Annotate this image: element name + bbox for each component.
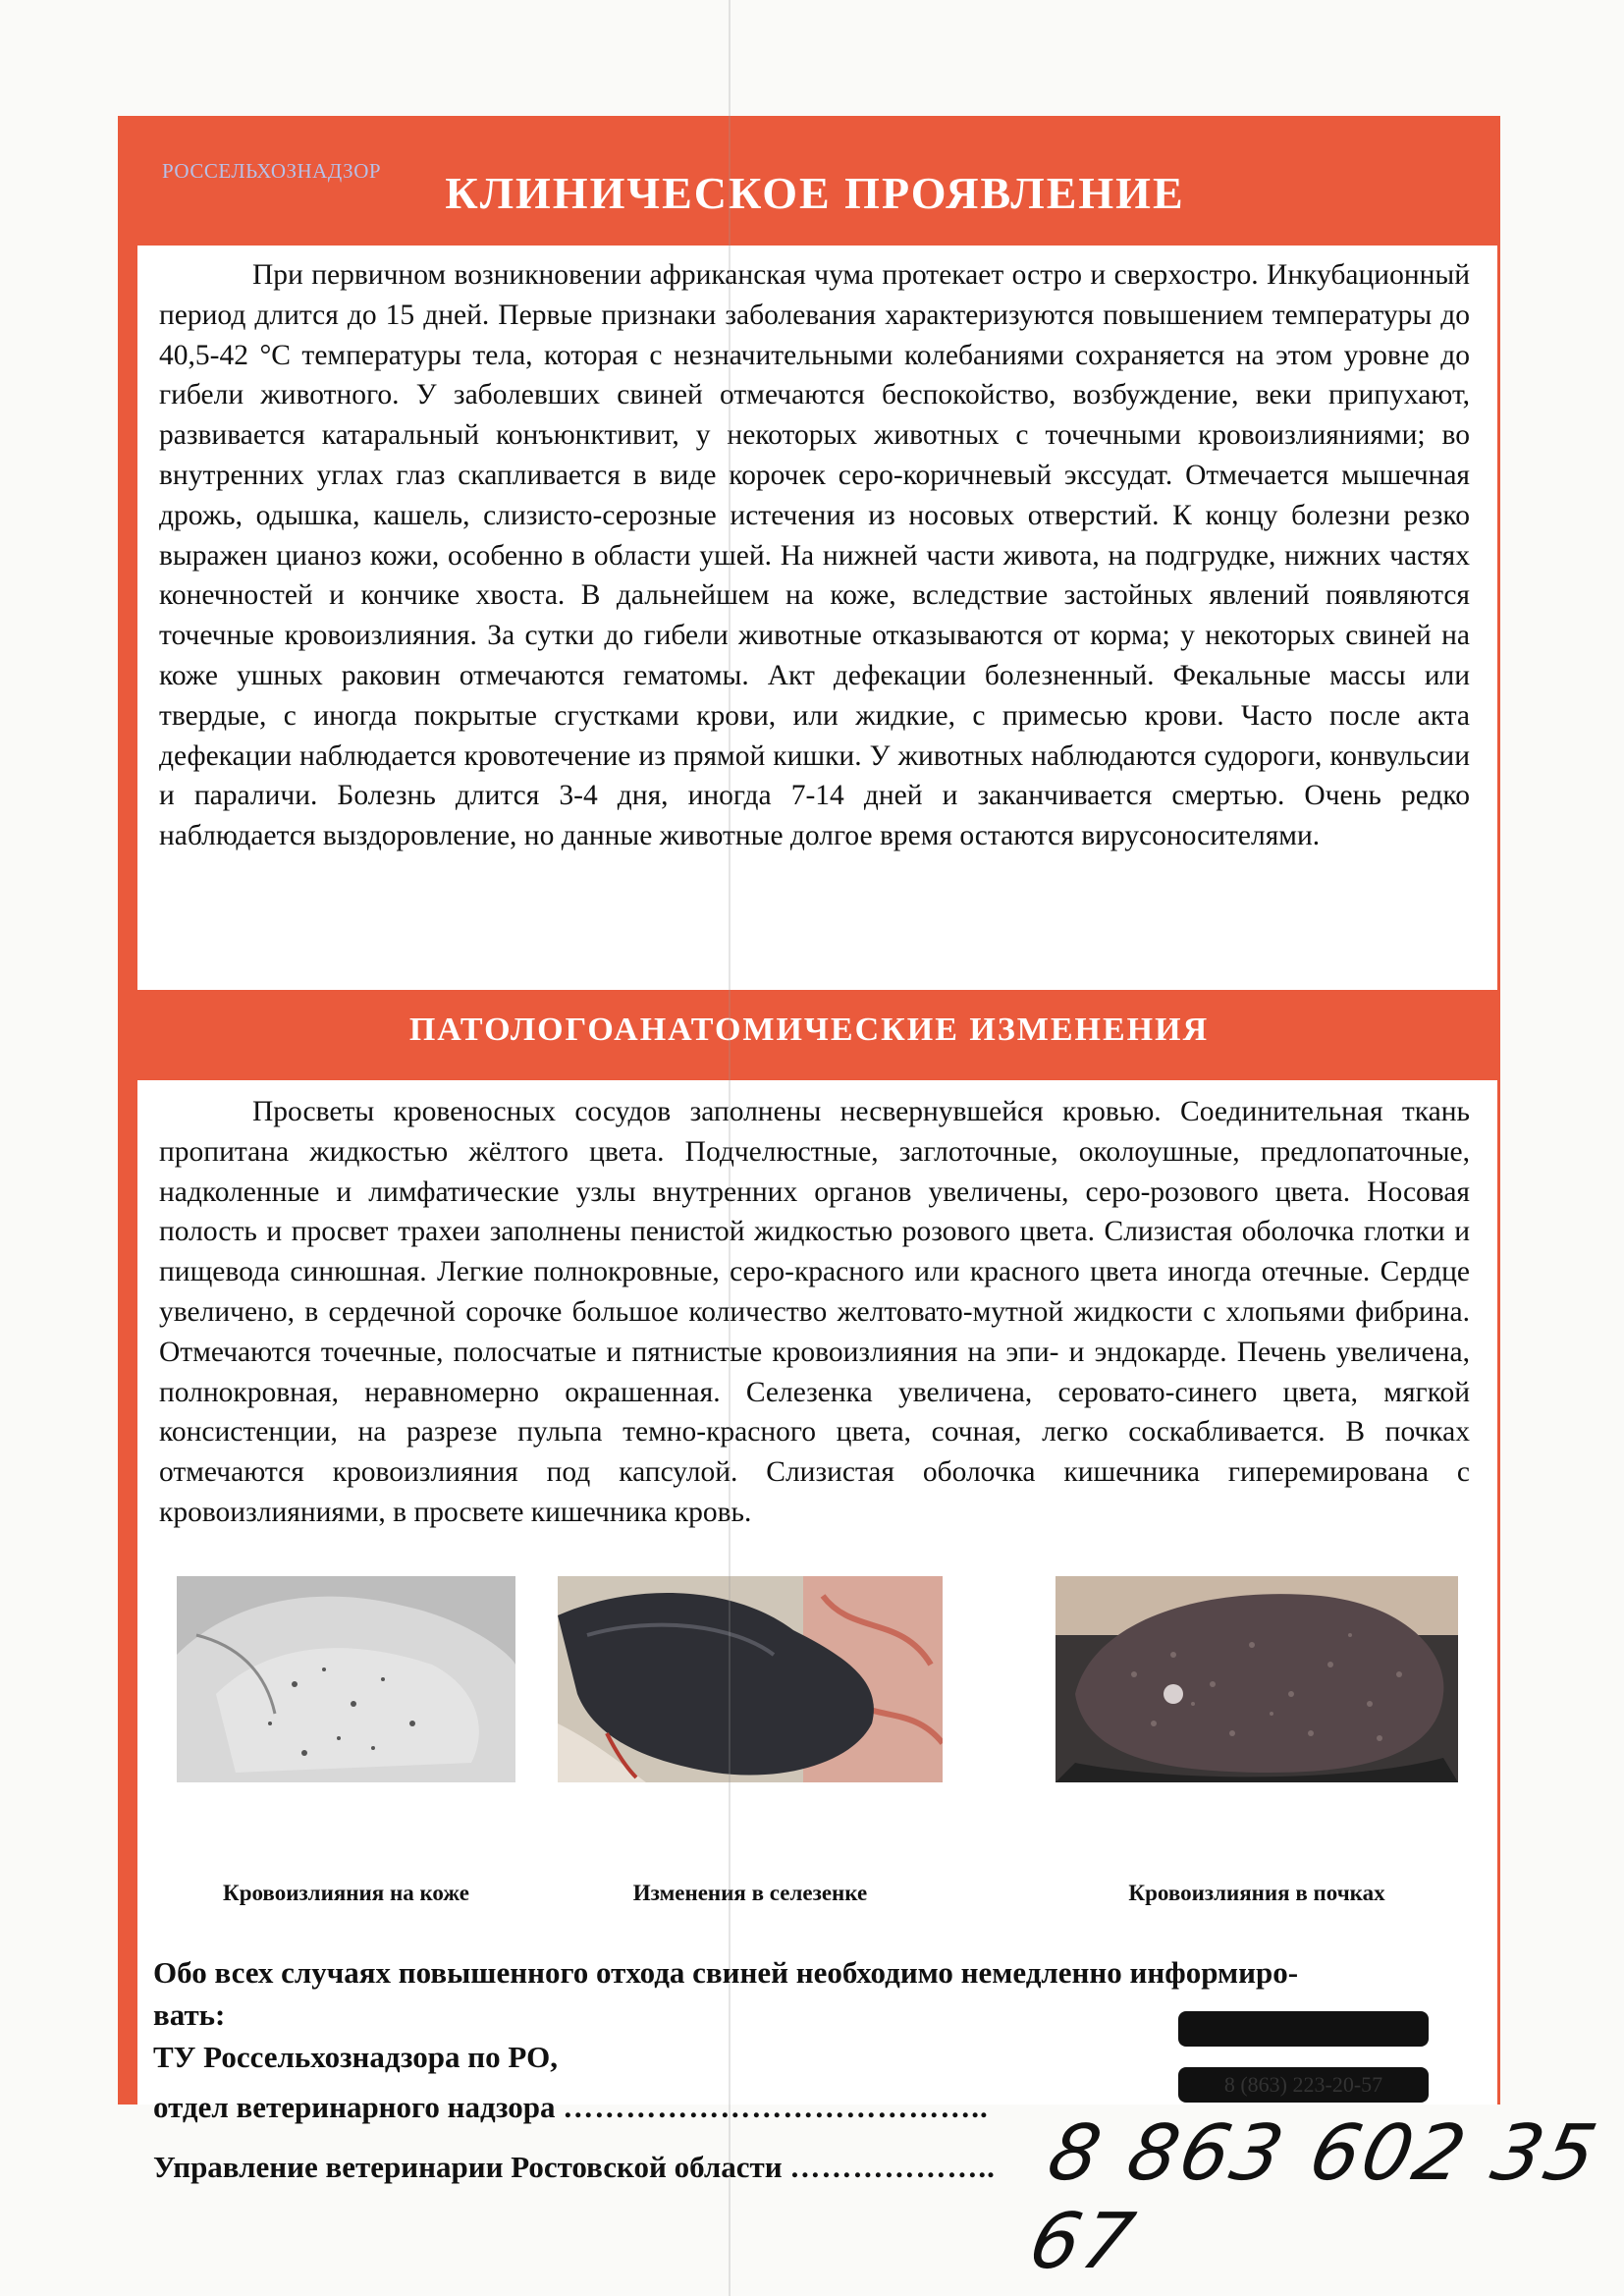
- photo-caption-spleen: Изменения в селезенке: [632, 1881, 868, 1905]
- redacted-phone-partial: 8 (863) 223-20-57: [1178, 2067, 1429, 2103]
- pathology-text: Просветы кровеносных сосудов заполнены несвернувшейся кровью. Соединительная ткань пропитана жидкостью жёлтого цвета. Подчелюстные, заглоточные, околоушные, предлопаточные, надколенные и лимфатические узлы внутренних органов увеличены, серо-розового цвета. Носовая полость и просвет трахеи заполнены пенистой жидкостью розового цвета. Слизистая оболочка глотки и пищевода синюшная. Легкие полнокровные, серо-красного или красного цвета иногда отечные. Сердце увеличено, в сердечной сорочке большое количество желтовато-мутной жидкости с хлопьями фибрина. Отмечаются точечные, полосчатые и пятнистые кровоизлияния на эпи- и эндокарде. Печень увеличена, полнокровная, неравномерно окрашенная. Селезенка увеличена, серовато-синего цвета, мягкой консистенции, на разрезе пульпа темно-красного цвета, сочная, легко соскабливается. В почках отмечаются кровоизлияния под капсулой. Слизистая оболочка кишечника гиперемирована с кровоизлияниями, в просвете кишечника кровь.: [159, 1096, 1470, 1528]
- pathology-header: [118, 990, 1500, 1080]
- dot-leader: …………………………………..: [563, 2090, 989, 2124]
- photo-kidney: [1056, 1576, 1458, 1871]
- bottom-section: [137, 1557, 1497, 2184]
- clinical-text: При первичном возникновении африканская чума протекает остро и сверхостро. Инкубационный период длится до 15 дней. Первые признаки заболевания характеризуются повышением температуры до 40,5-42 °С температуры тела, которая с незначительными колебаниями сохраняется на этом уровне до гибели животного. У заболевших свиней отмечаются беспокойство, возбуждение, веки припухают, развивается катаральный конъюнктивит, у некоторых животных с точечными кровоизлияниями; во внутренних углах глаз скапливается в виде корочек серо-коричневый экссудат. Отмечается мышечная дрожь, одышка, кашель, слизисто-серозные истечения из носовых отверстий. К концу болезни резко выражен цианоз кожи, особенно в области ушей. На нижней части живота, на подгрудке, нижних частях конечностей и кончике хвоста. В дальнейшем на коже, вследствие застойных явлений появляются точечные кровоизлияния. За сутки до гибели животные отказываются от корма; у некоторых свиней на коже ушных раковин отмечаются гематомы. Акт дефекации болезненный. Фекальные массы или твердые, с иногда покрытые сгустками крови, или жидкие, с примесью крови. Часто после акта дефекации наблюдается кровотечение из прямой кишки. У животных наблюдаются судороги, конвульсии и параличи. Болезнь длится 3-4 дня, иногда 7-14 дней и заканчивается смертью. Очень редко наблюдается выздоровление, но данные животные долгое время остаются вирусоносителями.: [159, 259, 1470, 852]
- handwritten-phone: 8 863 602 35 67: [1021, 2109, 1607, 2286]
- photo-skin: [177, 1576, 515, 1871]
- brand-label: РОССЕЛЬХОЗНАДЗОР: [162, 159, 382, 183]
- notice-line-2: вать:: [153, 1997, 226, 2032]
- photo-spleen: [558, 1576, 943, 1871]
- pathology-title: ПАТОЛОГОАНАТОМИЧЕСКИЕ ИЗМЕНЕНИЯ: [408, 1011, 1210, 1048]
- header-bar: [118, 130, 1500, 251]
- fold-line: [729, 0, 731, 2296]
- redacted-phone: [1178, 2011, 1429, 2047]
- notice-line-3: ТУ Россельхознадзора по РО,: [153, 2040, 558, 2074]
- dot-leader: ………………..: [789, 2150, 996, 2184]
- photo-row: [137, 1576, 1497, 1871]
- page-title: КЛИНИЧЕСКОЕ ПРОЯВЛЕНИЕ: [445, 168, 1185, 218]
- photo-caption-kidney: Кровоизлияния в почках: [1128, 1881, 1385, 1905]
- clinical-section: [137, 246, 1497, 990]
- office-name: Управление ветеринарии Ростовской области: [153, 2150, 783, 2184]
- notice-line-1: Обо всех случаях повышенного отхода свиней необходимо немедленно информиро-: [153, 1955, 1299, 1990]
- office-name: отдел ветеринарного надзора: [153, 2090, 556, 2124]
- photo-caption-skin: Кровоизлияния на коже: [223, 1881, 469, 1905]
- pathology-section: [137, 1080, 1497, 1574]
